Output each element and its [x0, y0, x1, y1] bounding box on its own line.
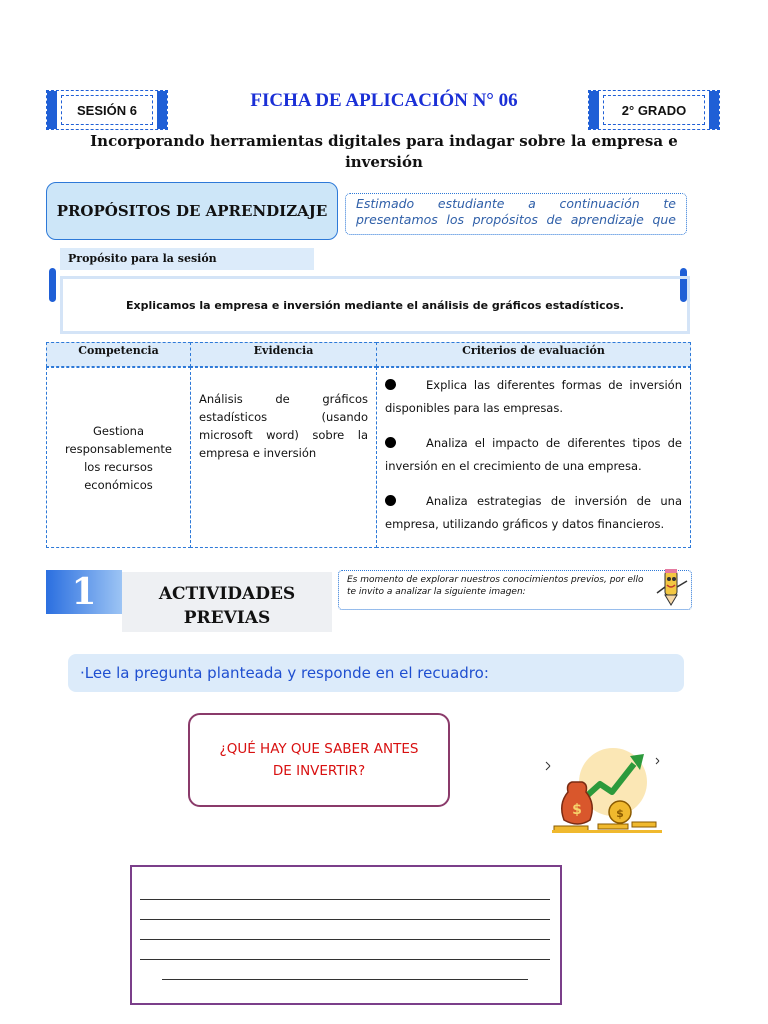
criterio-item: Analiza estrategias de inversión de una empresa, utilizando gráficos y datos financieros.: [385, 494, 682, 531]
answer-line: [140, 899, 550, 900]
question-box: [188, 713, 450, 807]
bullet-icon: [385, 379, 396, 390]
instruction-bar: ·Lee la pregunta planteada y responde en el recuadro:: [68, 654, 684, 692]
page-subtitle: Incorporando herramientas digitales para indagar sobre la empresa e inversión: [90, 132, 678, 171]
page-title: FICHA DE APLICACIÓN N° 06: [250, 90, 518, 111]
activities-title: ACTIVIDADES PREVIAS: [122, 572, 332, 632]
criterio-item: Explica las diferentes formas de inversión disponibles para las empresas.: [385, 378, 682, 415]
bullet-icon: [385, 495, 396, 506]
header-criterios: Criterios de evaluación: [376, 342, 691, 367]
grade-label: 2° GRADO: [603, 95, 705, 125]
answer-line: [140, 939, 550, 940]
evaluation-table: [46, 342, 691, 548]
activities-note: Es momento de explorar nuestros conocimientos previos, por ello te invito a analizar la siguiente imagen:: [338, 570, 692, 610]
frame-left-marker: [49, 268, 56, 302]
purposes-heading: PROPÓSITOS DE APRENDIZAJE: [46, 182, 338, 240]
session-label: SESIÓN 6: [61, 95, 153, 125]
answer-line: [140, 959, 550, 960]
bullet-icon: [385, 437, 396, 448]
criterios-cell: [376, 367, 691, 548]
answer-box[interactable]: [130, 865, 562, 1005]
svg-text:$: $: [616, 807, 624, 820]
answer-line: [162, 979, 528, 980]
money-growth-illustration: [538, 742, 668, 837]
evidencia-cell: [190, 367, 377, 548]
section-number: 1: [46, 570, 122, 614]
header-competencia: Competencia: [46, 342, 191, 367]
evidencia-text: Análisis de gráficos estadísticos (usando microsoft word) sobre la empresa e inversión: [199, 392, 368, 460]
criterio-item: Analiza el impacto de diferentes tipos de inversión en el crecimiento de una empresa.: [385, 436, 682, 473]
answer-line: [140, 919, 550, 920]
purposes-intro: Estimado estudiante a continuación te presentamos los propósitos de aprendizaje que: [345, 193, 687, 235]
session-purpose-label: Propósito para la sesión: [60, 248, 314, 270]
svg-text:$: $: [572, 802, 582, 818]
session-purpose-box: [60, 276, 690, 334]
session-purpose-text: Explicamos la empresa e inversión mediante el análisis de gráficos estadísticos.: [126, 298, 624, 312]
cartoon-pencil-icon: [651, 565, 693, 609]
competencia-text: Gestiona responsablemente los recursos económicos: [65, 423, 172, 492]
header-evidencia: Evidencia: [190, 342, 377, 367]
question-text: ¿QUÉ HAY QUE SABER ANTES DE INVERTIR?: [219, 741, 419, 779]
competencia-cell: [46, 367, 191, 548]
